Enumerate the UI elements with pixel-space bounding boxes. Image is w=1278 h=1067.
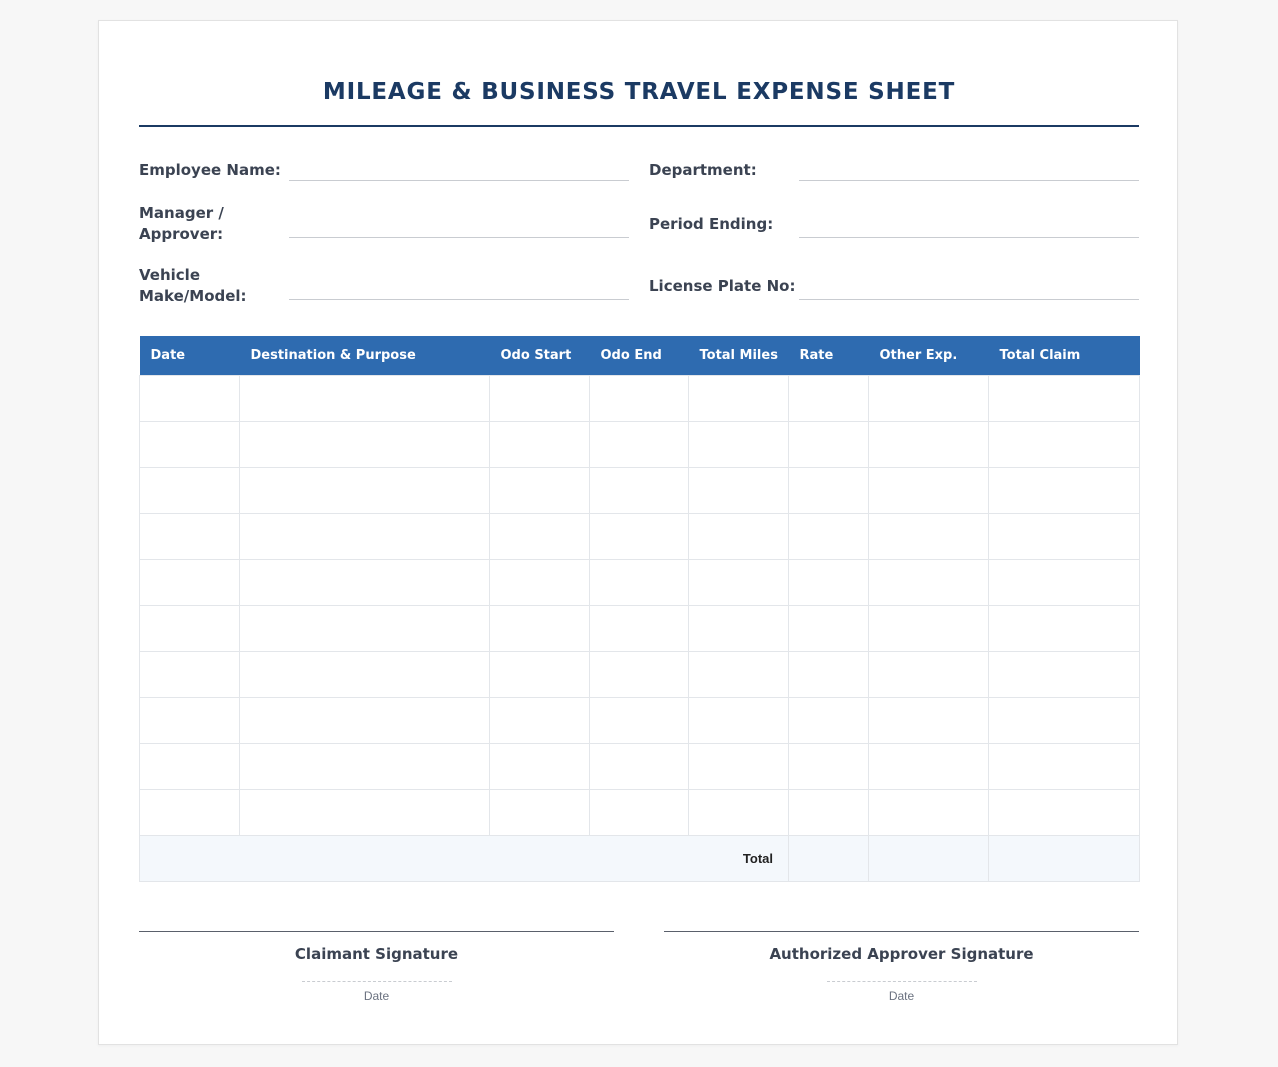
cell-odo-end[interactable] <box>590 698 689 744</box>
cell-total-miles[interactable] <box>689 790 789 836</box>
approver-date-label: Date <box>888 989 915 1003</box>
cell-total-claim[interactable] <box>989 376 1140 422</box>
col-header-rate: Rate <box>789 336 869 376</box>
table-row <box>140 698 1140 744</box>
cell-total-miles[interactable] <box>689 606 789 652</box>
cell-rate[interactable] <box>789 652 869 698</box>
cell-odo-start[interactable] <box>490 560 590 606</box>
cell-odo-end[interactable] <box>590 652 689 698</box>
manager-label-line1: Manager / <box>139 204 224 222</box>
total-cell-total-claim[interactable] <box>989 836 1140 882</box>
cell-destination[interactable] <box>240 790 490 836</box>
table-header-row <box>140 336 1140 376</box>
cell-other-exp[interactable] <box>869 744 989 790</box>
cell-date[interactable] <box>140 744 240 790</box>
table-row <box>140 744 1140 790</box>
cell-odo-start[interactable] <box>490 606 590 652</box>
table-row <box>140 514 1140 560</box>
cell-odo-start[interactable] <box>490 698 590 744</box>
cell-total-miles[interactable] <box>689 376 789 422</box>
page-title: MILEAGE & BUSINESS TRAVEL EXPENSE SHEET <box>322 79 956 105</box>
cell-destination[interactable] <box>240 468 490 514</box>
vehicle-label-line1: Vehicle <box>139 266 200 284</box>
cell-date[interactable] <box>140 698 240 744</box>
cell-total-claim[interactable] <box>989 652 1140 698</box>
cell-total-miles[interactable] <box>689 744 789 790</box>
vehicle-label-line2: Make/Model: <box>139 287 247 305</box>
cell-date[interactable] <box>140 606 240 652</box>
cell-rate[interactable] <box>789 514 869 560</box>
cell-total-miles[interactable] <box>689 468 789 514</box>
cell-other-exp[interactable] <box>869 606 989 652</box>
cell-other-exp[interactable] <box>869 790 989 836</box>
license-plate-field <box>649 276 1139 297</box>
cell-date[interactable] <box>140 376 240 422</box>
total-cell-other-exp[interactable] <box>869 836 989 882</box>
table-row <box>140 606 1140 652</box>
cell-date[interactable] <box>140 422 240 468</box>
cell-date[interactable] <box>140 468 240 514</box>
table-row <box>140 422 1140 468</box>
cell-total-claim[interactable] <box>989 744 1140 790</box>
cell-rate[interactable] <box>789 744 869 790</box>
table-row <box>140 468 1140 514</box>
cell-date[interactable] <box>140 652 240 698</box>
col-header-other-exp: Other Exp. <box>869 336 989 376</box>
vehicle-input[interactable] <box>289 298 629 300</box>
claimant-date-label: Date <box>363 989 390 1003</box>
manager-label-line2: Approver: <box>139 225 224 243</box>
period-ending-input[interactable] <box>799 236 1139 238</box>
cell-odo-start[interactable] <box>490 422 590 468</box>
cell-other-exp[interactable] <box>869 376 989 422</box>
claimant-signature-block <box>139 931 614 1003</box>
cell-odo-start[interactable] <box>490 468 590 514</box>
cell-odo-end[interactable] <box>590 606 689 652</box>
department-field <box>649 160 1139 181</box>
cell-odo-end[interactable] <box>590 560 689 606</box>
cell-destination[interactable] <box>240 422 490 468</box>
col-header-odo-end: Odo End <box>590 336 689 376</box>
cell-date[interactable] <box>140 514 240 560</box>
cell-other-exp[interactable] <box>869 468 989 514</box>
cell-odo-start[interactable] <box>490 652 590 698</box>
cell-total-miles[interactable] <box>689 652 789 698</box>
cell-date[interactable] <box>140 790 240 836</box>
cell-rate[interactable] <box>789 606 869 652</box>
license-plate-label: License Plate No: <box>649 277 796 295</box>
cell-other-exp[interactable] <box>869 422 989 468</box>
manager-field <box>139 203 629 245</box>
vehicle-field <box>139 265 629 307</box>
cell-total-claim[interactable] <box>989 514 1140 560</box>
cell-total-miles[interactable] <box>689 422 789 468</box>
title-divider <box>139 125 1139 127</box>
employee-name-label: Employee Name: <box>139 161 281 179</box>
claimant-signature-label: Claimant Signature <box>294 945 459 963</box>
col-header-total-claim: Total Claim <box>989 336 1140 376</box>
cell-other-exp[interactable] <box>869 652 989 698</box>
cell-total-claim[interactable] <box>989 790 1140 836</box>
cell-odo-end[interactable] <box>590 514 689 560</box>
col-header-destination: Destination & Purpose <box>240 336 490 376</box>
cell-total-miles[interactable] <box>689 514 789 560</box>
employee-name-field <box>139 160 629 181</box>
cell-other-exp[interactable] <box>869 698 989 744</box>
claimant-date-line[interactable] <box>302 981 452 982</box>
cell-total-claim[interactable] <box>989 422 1140 468</box>
cell-date[interactable] <box>140 560 240 606</box>
cell-destination[interactable] <box>240 652 490 698</box>
cell-destination[interactable] <box>240 698 490 744</box>
col-header-total-miles: Total Miles <box>689 336 789 376</box>
cell-odo-end[interactable] <box>590 376 689 422</box>
cell-rate[interactable] <box>789 560 869 606</box>
table-row <box>140 560 1140 606</box>
period-ending-label: Period Ending: <box>649 215 774 233</box>
cell-odo-start[interactable] <box>490 790 590 836</box>
period-ending-field <box>649 214 1139 235</box>
cell-total-claim[interactable] <box>989 468 1140 514</box>
cell-rate[interactable] <box>789 698 869 744</box>
cell-odo-end[interactable] <box>590 790 689 836</box>
expense-table <box>139 336 1140 882</box>
cell-rate[interactable] <box>789 376 869 422</box>
cell-total-claim[interactable] <box>989 606 1140 652</box>
cell-other-exp[interactable] <box>869 560 989 606</box>
cell-odo-end[interactable] <box>590 422 689 468</box>
vehicle-label <box>139 265 289 307</box>
approver-date-line[interactable] <box>827 981 977 982</box>
col-header-date: Date <box>140 336 240 376</box>
cell-odo-end[interactable] <box>590 744 689 790</box>
table-row <box>140 652 1140 698</box>
cell-total-claim[interactable] <box>989 698 1140 744</box>
cell-total-claim[interactable] <box>989 560 1140 606</box>
approver-signature-label: Authorized Approver Signature <box>769 945 1034 963</box>
total-row <box>140 836 1140 882</box>
approver-signature-block <box>664 931 1139 1003</box>
employee-name-input[interactable] <box>289 179 629 181</box>
total-label: Total <box>140 836 789 882</box>
cell-destination[interactable] <box>240 744 490 790</box>
cell-odo-start[interactable] <box>490 744 590 790</box>
expense-sheet <box>98 20 1178 1045</box>
manager-label <box>139 203 289 245</box>
cell-destination[interactable] <box>240 376 490 422</box>
department-input[interactable] <box>799 179 1139 181</box>
cell-destination[interactable] <box>240 514 490 560</box>
cell-odo-end[interactable] <box>590 468 689 514</box>
cell-destination[interactable] <box>240 606 490 652</box>
cell-rate[interactable] <box>789 468 869 514</box>
manager-input[interactable] <box>289 236 629 238</box>
table-row <box>140 790 1140 836</box>
cell-odo-start[interactable] <box>490 514 590 560</box>
col-header-odo-start: Odo Start <box>490 336 590 376</box>
license-plate-input[interactable] <box>799 298 1139 300</box>
cell-rate[interactable] <box>789 422 869 468</box>
cell-other-exp[interactable] <box>869 514 989 560</box>
department-label: Department: <box>649 161 757 179</box>
cell-odo-start[interactable] <box>490 376 590 422</box>
cell-destination[interactable] <box>240 560 490 606</box>
cell-rate[interactable] <box>789 790 869 836</box>
cell-total-miles[interactable] <box>689 560 789 606</box>
cell-total-miles[interactable] <box>689 698 789 744</box>
total-cell-rate[interactable] <box>789 836 869 882</box>
table-row <box>140 376 1140 422</box>
